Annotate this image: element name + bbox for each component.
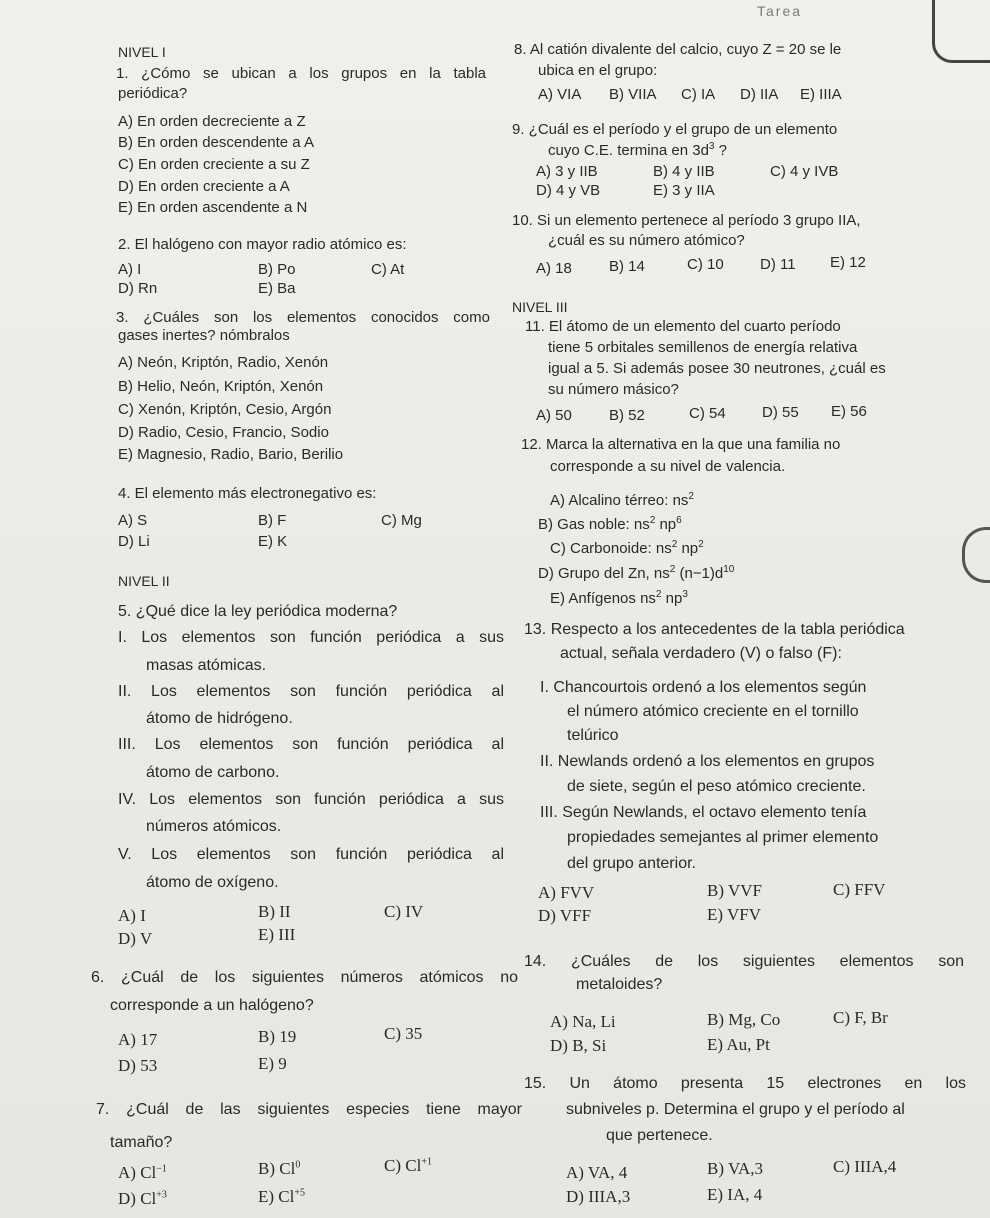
- q1-option-e[interactable]: E) En orden ascendente a N: [118, 199, 308, 216]
- q7-stem-line2: tamaño?: [110, 1134, 173, 1151]
- level-2-heading: NIVEL II: [118, 573, 170, 589]
- q5-item-3-line2: átomo de carbono.: [146, 764, 280, 781]
- q13-item-3-line1: III. Según Newlands, el octavo elemento tenía: [540, 804, 867, 821]
- q6-option-b[interactable]: B) 19: [258, 1027, 297, 1046]
- q7-stem-line1: 7. ¿Cuál de las siguientes especies tiene mayor: [96, 1101, 522, 1118]
- q13-item-1-line1: I. Chancourtois ordenó a los elementos según: [540, 679, 867, 696]
- q2-option-a[interactable]: A) I: [118, 261, 142, 278]
- q11-stem-line3: igual a 5. Si además posee 30 neutrones, ¿cuál es: [548, 360, 886, 377]
- q5-item-1-line1: I. Los elementos son función periódica a sus: [118, 629, 504, 646]
- q5-item-2-line2: átomo de hidrógeno.: [146, 710, 293, 727]
- q8-option-a[interactable]: A) VIA: [538, 86, 582, 103]
- q1-stem-line1: 1. ¿Cómo se ubican a los grupos en la tabla: [116, 65, 486, 82]
- q4-option-d[interactable]: D) Li: [118, 533, 150, 550]
- q10-option-a[interactable]: A) 18: [536, 260, 572, 277]
- q13-option-e[interactable]: E) VFV: [707, 905, 761, 924]
- q15-option-d[interactable]: D) IIIA,3: [566, 1187, 631, 1206]
- q4-stem: 4. El elemento más electronegativo es:: [118, 485, 377, 502]
- q4-option-a[interactable]: A) S: [118, 512, 148, 529]
- q10-stem-line2: ¿cuál es su número atómico?: [548, 232, 745, 249]
- q11-option-e[interactable]: E) 56: [831, 403, 867, 420]
- q12-option-d[interactable]: D) Grupo del Zn, $ns^2$ $(n-1)d^{10}$: [538, 564, 735, 582]
- q1-option-b[interactable]: B) En orden descendente a A: [118, 134, 314, 151]
- q6-option-a[interactable]: A) 17: [118, 1030, 158, 1049]
- q9-stem-line2: cuyo C.E. termina en $3d^3$ ?: [548, 141, 727, 159]
- q8-option-b[interactable]: B) VIIA: [609, 86, 657, 103]
- q13-item-3-line3: del grupo anterior.: [567, 855, 696, 872]
- q15-stem-line3: que pertenece.: [606, 1127, 713, 1144]
- q12-option-c[interactable]: C) Carbonoide: $ns^2$ $np^2$: [550, 539, 704, 557]
- q11-stem-line1: 11. El átomo de un elemento del cuarto período: [525, 318, 841, 335]
- q1-option-c[interactable]: C) En orden creciente a su Z: [118, 156, 310, 173]
- q13-option-b[interactable]: B) VVF: [707, 881, 762, 900]
- q7-option-c[interactable]: C) $Cl^{+1}$: [384, 1156, 432, 1175]
- q5-option-d[interactable]: D) V: [118, 929, 153, 948]
- q10-option-e[interactable]: E) 12: [830, 254, 866, 271]
- q4-option-b[interactable]: B) F: [258, 512, 287, 529]
- q13-item-3-line2: propiedades semejantes al primer elemento: [567, 829, 879, 846]
- q3-option-e[interactable]: E) Magnesio, Radio, Bario, Berilio: [118, 446, 344, 463]
- q15-option-c[interactable]: C) IIIA,4: [833, 1157, 897, 1176]
- q14-option-d[interactable]: D) B, Si: [550, 1036, 607, 1055]
- q14-stem-line2: metaloides?: [576, 976, 663, 993]
- q3-option-c[interactable]: C) Xenón, Kriptón, Cesio, Argón: [118, 401, 332, 418]
- q12-option-a[interactable]: A) Alcalino térreo: $ns^2$: [550, 491, 694, 509]
- q3-option-d[interactable]: D) Radio, Cesio, Francio, Sodio: [118, 424, 329, 441]
- q4-option-c[interactable]: C) Mg: [381, 512, 422, 529]
- q10-option-c[interactable]: C) 10: [687, 256, 724, 273]
- q11-stem-line2: tiene 5 orbitales semillenos de energía relativa: [548, 339, 858, 356]
- q13-item-2-line1: II. Newlands ordenó a los elementos en grupos: [540, 753, 875, 770]
- q2-option-d[interactable]: D) Rn: [118, 280, 158, 297]
- q13-option-c[interactable]: C) FFV: [833, 880, 886, 899]
- q5-option-e[interactable]: E) III: [258, 925, 296, 944]
- q8-option-c[interactable]: C) IA: [681, 86, 716, 103]
- q3-stem-line1: 3. ¿Cuáles son los elementos conocidos como: [116, 309, 490, 326]
- q6-option-e[interactable]: E) 9: [258, 1054, 287, 1073]
- page-corner-mark: [932, 0, 990, 63]
- q7-option-a[interactable]: A) $Cl^{-1}$: [118, 1163, 167, 1182]
- q6-option-c[interactable]: C) 35: [384, 1024, 423, 1043]
- q12-option-e[interactable]: E) Anfígenos $ns^2$ $np^3$: [550, 589, 688, 607]
- q13-option-d[interactable]: D) VFF: [538, 906, 592, 925]
- q9-stem-line1: 9. ¿Cuál es el período y el grupo de un elemento: [512, 121, 838, 138]
- q7-option-d[interactable]: D) $Cl^{+3}$: [118, 1189, 167, 1208]
- q5-item-4-line2: números atómicos.: [146, 818, 282, 835]
- q1-option-a[interactable]: A) En orden decreciente a Z: [118, 113, 306, 130]
- q8-option-d[interactable]: D) IIA: [740, 86, 779, 103]
- q4-option-e[interactable]: E) K: [258, 533, 288, 550]
- q8-stem-line1: 8. Al catión divalente del calcio, cuyo Z = 20 se le: [514, 41, 842, 58]
- q13-stem-line2: actual, señala verdadero (V) o falso (F):: [560, 645, 842, 662]
- q5-item-5-line2: átomo de oxígeno.: [146, 874, 279, 891]
- q13-stem-line1: 13. Respecto a los antecedentes de la tabla periódica: [524, 621, 905, 638]
- q7-option-b[interactable]: B) Cl$^0$: [258, 1159, 301, 1178]
- q15-stem-line1: 15. Un átomo presenta 15 electrones en los: [524, 1075, 966, 1092]
- q6-option-d[interactable]: D) 53: [118, 1056, 158, 1075]
- q12-stem-line1: 12. Marca la alternativa en la que una familia no: [521, 436, 841, 453]
- q9-option-b[interactable]: B) 4 y IIB: [653, 163, 715, 180]
- q14-option-a[interactable]: A) Na, Li: [550, 1012, 616, 1031]
- q5-option-c[interactable]: C) IV: [384, 902, 424, 921]
- q3-option-a[interactable]: A) Neón, Kriptón, Radio, Xenón: [118, 354, 329, 371]
- q5-item-3-line1: III. Los elementos son función periódica al: [118, 736, 504, 753]
- q13-item-2-line2: de siete, según el peso atómico creciente.: [567, 778, 866, 795]
- q9-option-a[interactable]: A) 3 y IIB: [536, 163, 598, 180]
- q2-option-b[interactable]: B) Po: [258, 261, 296, 278]
- q3-option-b[interactable]: B) Helio, Neón, Kriptón, Xenón: [118, 378, 324, 395]
- q5-stem: 5. ¿Qué dice la ley periódica moderna?: [118, 603, 398, 620]
- q10-option-b[interactable]: B) 14: [609, 258, 645, 275]
- q5-option-a[interactable]: A) I: [118, 906, 146, 925]
- margin-ink-mark: [962, 527, 990, 583]
- q15-stem-line2: subniveles p. Determina el grupo y el período al: [566, 1101, 905, 1118]
- q5-item-4-line1: IV. Los elementos son función periódica a sus: [118, 791, 504, 808]
- q2-option-e[interactable]: E) Ba: [258, 280, 296, 297]
- level-1-heading: NIVEL I: [118, 44, 166, 60]
- q13-item-1-line3: telúrico: [567, 727, 619, 744]
- q6-stem-line2: corresponde a un halógeno?: [110, 997, 314, 1014]
- q2-option-c[interactable]: C) At: [371, 261, 405, 278]
- q14-stem-line1: 14. ¿Cuáles de los siguientes elementos son: [524, 953, 964, 970]
- q12-stem-line2: corresponde a su nivel de valencia.: [550, 458, 786, 475]
- q14-option-b[interactable]: B) Mg, Co: [707, 1010, 781, 1029]
- q11-stem-line4: su número másico?: [548, 381, 679, 398]
- q9-option-e[interactable]: E) 3 y IIA: [653, 182, 715, 199]
- q15-option-e[interactable]: E) IA, 4: [707, 1185, 763, 1204]
- q14-option-e[interactable]: E) Au, Pt: [707, 1035, 770, 1054]
- q15-option-a[interactable]: A) VA, 4: [566, 1163, 628, 1182]
- q13-option-a[interactable]: A) FVV: [538, 883, 595, 902]
- q1-option-d[interactable]: D) En orden creciente a A: [118, 178, 290, 195]
- q5-option-b[interactable]: B) II: [258, 902, 291, 921]
- q12-option-b[interactable]: B) Gas noble: $ns^2$ $np^6$: [538, 515, 682, 533]
- q2-stem: 2. El halógeno con mayor radio atómico es:: [118, 236, 407, 253]
- q14-option-c[interactable]: C) F, Br: [833, 1008, 888, 1027]
- q5-item-5-line1: V. Los elementos son función periódica al: [118, 846, 504, 863]
- q11-option-c[interactable]: C) 54: [689, 405, 726, 422]
- q9-option-c[interactable]: C) 4 y IVB: [770, 163, 839, 180]
- page-title: Tarea: [757, 3, 803, 19]
- q10-stem-line1: 10. Si un elemento pertenece al período 3 grupo IIA,: [512, 212, 861, 229]
- q8-stem-line2: ubica en el grupo:: [538, 62, 658, 79]
- q6-stem-line1: 6. ¿Cuál de los siguientes números atómicos no: [91, 969, 518, 986]
- q15-option-b[interactable]: B) VA,3: [707, 1159, 764, 1178]
- q7-option-e[interactable]: E) $Cl^{+5}$: [258, 1187, 305, 1206]
- q5-item-1-line2: masas atómicas.: [146, 657, 267, 674]
- q13-item-1-line2: el número atómico creciente en el tornillo: [567, 703, 859, 720]
- q9-option-d[interactable]: D) 4 y VB: [536, 182, 601, 199]
- level-3-heading: NIVEL III: [512, 299, 568, 315]
- q8-option-e[interactable]: E) IIIA: [800, 86, 842, 103]
- q11-option-b[interactable]: B) 52: [609, 407, 645, 424]
- q3-stem-line2: gases inertes? nómbralos: [118, 327, 290, 344]
- q10-option-d[interactable]: D) 11: [760, 256, 796, 273]
- q11-option-a[interactable]: A) 50: [536, 407, 572, 424]
- q1-stem-line2: periódica?: [118, 85, 188, 102]
- q11-option-d[interactable]: D) 55: [762, 404, 799, 421]
- q5-item-2-line1: II. Los elementos son función periódica al: [118, 683, 504, 700]
